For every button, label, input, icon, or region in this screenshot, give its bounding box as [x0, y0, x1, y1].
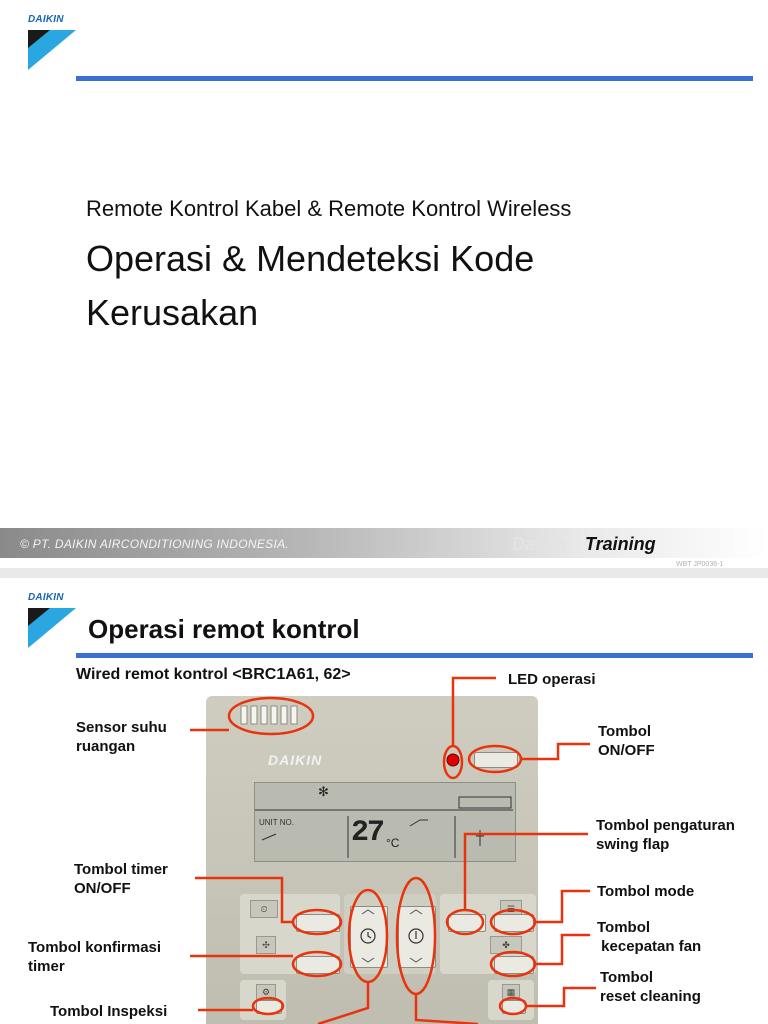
footer-code: WBT JP0036-1 — [676, 561, 724, 568]
label-tombol-onoff: Tombol ON/OFF — [598, 723, 655, 759]
unit-no-label: UNIT NO. — [259, 818, 294, 827]
inspection-icon: ⚙ — [256, 984, 276, 1000]
label-tombol-inspeksi: Tombol Inspeksi — [50, 1003, 168, 1020]
logo-text: DAIKIN — [28, 14, 64, 25]
footer-training: Training — [585, 534, 656, 554]
cool-mode-icon: ✻ — [318, 784, 329, 799]
slide-separator — [0, 568, 768, 578]
label-tombol-mode: Tombol mode — [597, 883, 695, 900]
temperature-readout: 27 — [351, 816, 384, 850]
daikin-logo — [28, 14, 80, 70]
label-swing-flap: Tombol pengaturan swing flap — [596, 817, 735, 853]
slide-title: Operasi & Mendeteksi Kode Kerusakan — [86, 238, 535, 333]
header-rule — [76, 76, 753, 81]
label-sensor-suhu: Sensor suhu ruangan — [76, 719, 167, 755]
remote-brand: DAIKIN — [268, 752, 323, 768]
temperature-unit: °C — [386, 836, 400, 850]
filter-icon: ▦ — [502, 984, 520, 1000]
footer-copyright: © PT. DAIKIN AIRCONDITIONING INDONESIA. — [20, 537, 290, 551]
fan-speed-icon: ✤ — [490, 936, 522, 954]
label-fan-speed: Tombol kecepatan fan — [597, 919, 702, 955]
logo-triangle-icon — [28, 26, 78, 70]
label-timer-confirm: Tombol konfirmasi timer — [28, 939, 162, 975]
slide-subtitle: Wired remot kontrol <BRC1A61, 62> — [76, 666, 351, 683]
label-reset-cleaning: Tombol reset cleaning — [600, 969, 701, 1005]
mode-icon: ☰ — [500, 900, 522, 918]
fan-only-icon: ✣ — [256, 936, 276, 954]
label-led-operasi: LED operasi — [508, 671, 596, 688]
timer-icon: ⏲ — [250, 900, 278, 918]
slide-subtitle: Remote Kontrol Kabel & Remote Kontrol Wireless — [86, 196, 572, 221]
footer-brand: Daikin — [512, 534, 567, 554]
logo-text: DAIKIN — [28, 592, 64, 603]
label-timer-onoff: Tombol timer ON/OFF — [74, 861, 168, 897]
remote-control-slide — [0, 578, 768, 1024]
slide-title: Operasi remot kontrol — [88, 614, 360, 644]
